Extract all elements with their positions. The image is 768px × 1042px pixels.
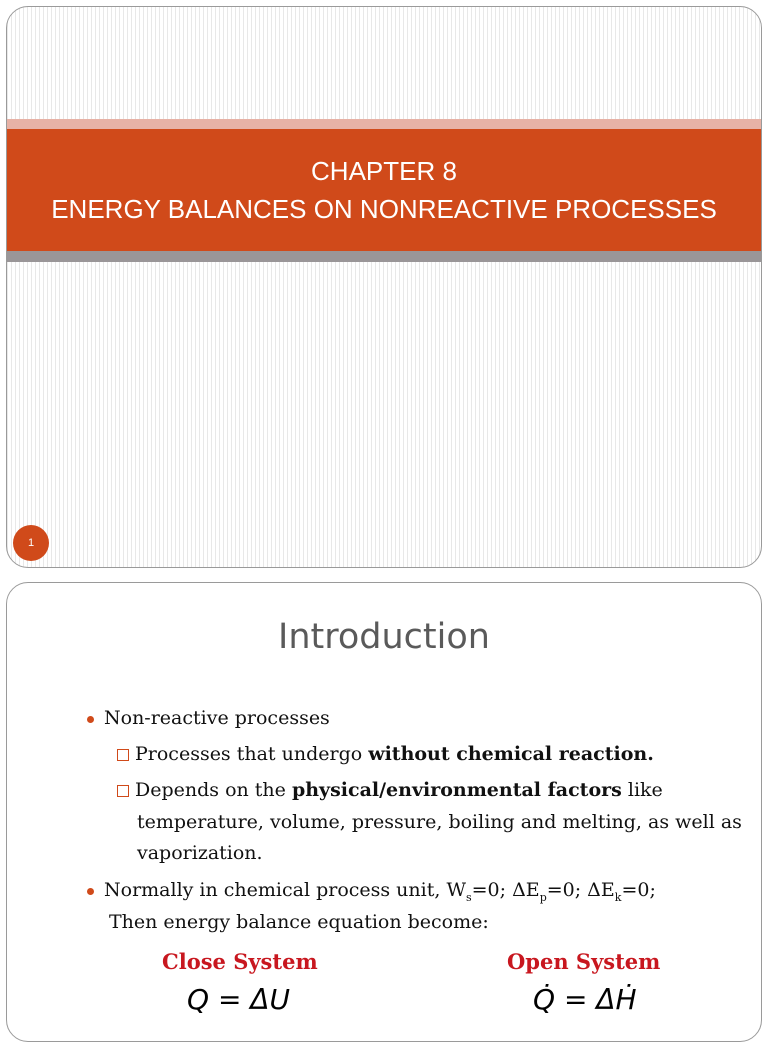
sub-bullet-continuation: temperature, volume, pressure, boiling and melting, as well as [137,811,742,833]
chapter-subtitle: ENERGY BALANCES ON NONREACTIVE PROCESSES [51,194,717,224]
open-system-equation: Q̇ = ΔḢ [533,983,637,1016]
introduction-slide [6,582,762,1042]
sub-bullet-item: Processes that undergo without chemical reaction. [117,741,654,767]
sub-bullet-continuation: vaporization. [137,842,263,864]
checkbox-bullet-icon [117,785,129,797]
checkbox-bullet-icon [117,749,129,761]
slide-title: Introduction [278,617,490,657]
bullet-continuation: Then energy balance equation become: [109,911,489,933]
page-number-badge: 1 [13,525,49,561]
close-system-label: Close System [162,949,318,974]
bullet-item: Non-reactive processes [87,705,330,731]
bullet-dot-icon [87,888,94,895]
close-system-equation: Q = ΔU [187,983,290,1016]
title-banner [7,129,761,251]
bullet-dot-icon [87,716,94,723]
sub-bullet-item: Depends on the physical/environmental factors like [117,777,663,803]
title-slide [6,6,762,568]
open-system-label: Open System [507,949,661,974]
divider-strip [7,251,761,262]
accent-strip [7,119,761,129]
bullet-item: Normally in chemical process unit, $W_s=0$; $\Delta E_p=0$; $\Delta E_k=0$; [87,877,656,911]
chapter-title: CHAPTER 8 [311,156,457,186]
